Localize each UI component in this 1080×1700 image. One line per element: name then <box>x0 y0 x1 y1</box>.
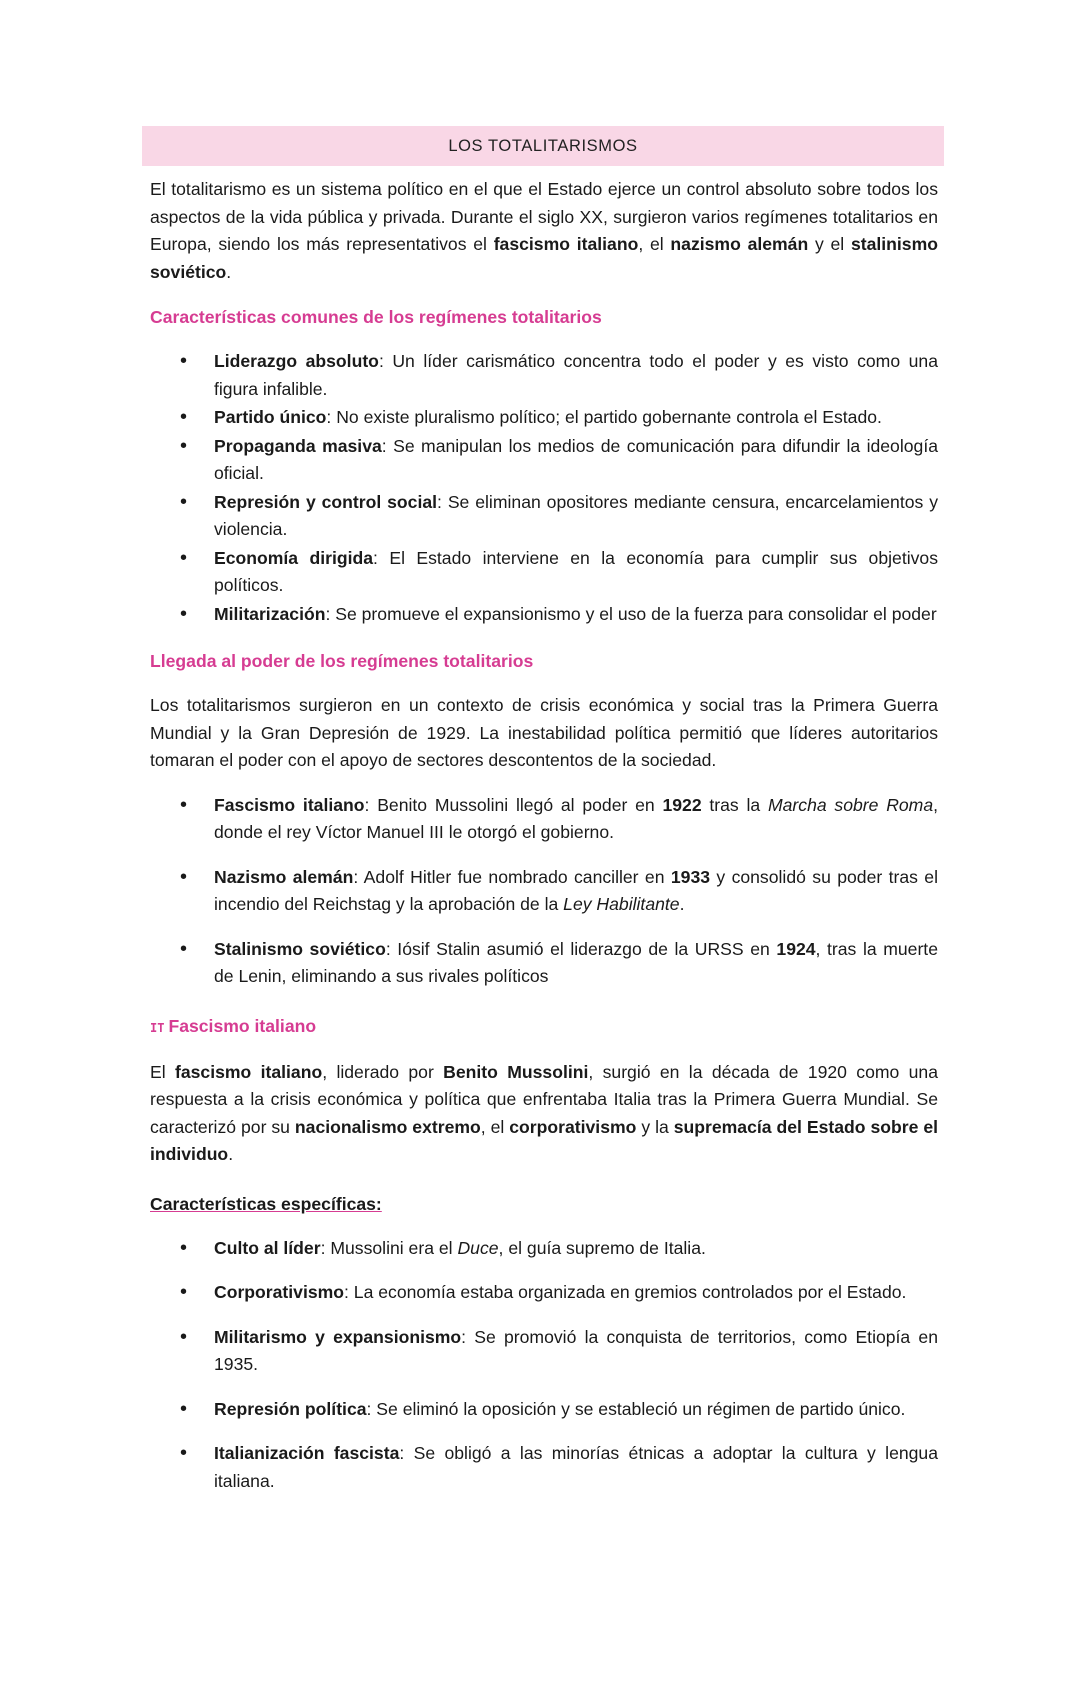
intro-text: , el <box>638 234 671 254</box>
italy-flag-icon: IT <box>150 1020 165 1035</box>
paragraph-bold: Benito Mussolini <box>443 1061 589 1082</box>
intro-bold-nazismo: nazismo alemán <box>670 234 809 254</box>
list-item-text: : Mussolini era el <box>320 1237 458 1258</box>
intro-bold-stalinismo: stalinismo soviético <box>150 234 938 282</box>
list-item-emphasis: Ley Habilitante <box>563 894 680 914</box>
list-item-term: Stalinismo soviético <box>214 938 386 959</box>
list-item <box>150 404 938 432</box>
section-heading-llegada: Llegada al poder de los regímenes totalitarios <box>150 651 534 671</box>
list-item <box>150 1324 938 1379</box>
list-item-term: Represión política <box>214 1398 367 1419</box>
intro-text: El totalitarismo es un sistema político en el que el Estado ejerce un control absoluto sobre todos los aspectos de la vida pública y privada. Durante el siglo XX, surgieron varios regímenes totalitarios en Europa, siendo los más representativos el <box>150 179 938 254</box>
list-item-text: : Adolf Hitler fue nombrado canciller en <box>353 866 671 887</box>
section-heading-fascismo <box>150 1013 938 1042</box>
intro-text: . <box>226 261 232 282</box>
list-item <box>150 1279 938 1307</box>
list-item-text: , donde el rey Víctor Manuel III le otorgó el gobierno. <box>214 794 939 842</box>
list-item <box>150 1235 938 1263</box>
list-item <box>150 792 938 847</box>
paragraph-text: , el <box>480 1116 510 1137</box>
paragraph-text: El <box>150 1061 175 1082</box>
intro-text: y el <box>808 234 851 254</box>
list-item-text: : El Estado interviene en la economía para cumplir sus objetivos políticos. <box>214 547 938 595</box>
list-item-text: : No existe pluralismo político; el partido gobernante controla el Estado. <box>326 407 882 427</box>
list-item <box>150 433 938 488</box>
paragraph-text: , surgió en la década de 1920 como una respuesta a la crisis económica y política que enfrentaba Italia tras la Primera Guerra Mundial. Se caracterizó por su <box>150 1061 939 1137</box>
list-item-text: , el guía supremo de Italia. <box>498 1237 706 1258</box>
list-item-year: 1924 <box>776 938 816 959</box>
list-item <box>150 489 938 544</box>
list-item-text: tras la <box>701 794 768 815</box>
list-item-year: 1922 <box>662 794 702 815</box>
list-item-text: : Benito Mussolini llegó al poder en <box>364 794 663 815</box>
list-item-text: : Se eliminó la oposición y se estableció un régimen de partido único. <box>366 1398 906 1419</box>
document-content <box>150 126 938 1512</box>
list-item-text: : La economía estaba organizada en gremios controlados por el Estado. <box>344 1282 907 1302</box>
list-item <box>150 1396 938 1424</box>
intro-paragraph <box>150 176 938 286</box>
paragraph-bold: fascismo italiano <box>175 1061 323 1082</box>
section-heading-text: Fascismo italiano <box>168 1015 317 1036</box>
list-item-text: : Se promueve el expansionismo y el uso de la fuerza para consolidar el poder <box>325 603 937 624</box>
list-item-year: 1933 <box>670 866 711 887</box>
list-item-text: y consolidó su poder tras el incendio del Reichstag y la aprobación de la <box>214 866 939 914</box>
list-item-text: : Se obligó a las minorías étnicas a adoptar la cultura y lengua italiana. <box>214 1443 938 1491</box>
list-item-term: Corporativismo <box>214 1282 345 1302</box>
list-item-term: Partido único <box>214 407 327 427</box>
list-item-term: Culto al líder <box>214 1237 321 1258</box>
fascismo-paragraph <box>150 1059 938 1169</box>
list-item-emphasis: Marcha sobre Roma <box>767 794 934 815</box>
list-item-text: , tras la muerte de Lenin, eliminando a sus rivales políticos <box>214 938 938 986</box>
list-item-term: Fascismo italiano <box>214 794 365 815</box>
list-item-term: Economía dirigida <box>214 547 374 568</box>
list-item-text: : Se promovió la conquista de territorios, como Etiopía en 1935. <box>214 1326 939 1374</box>
list-item-text: : Un líder carismático concentra todo el poder y es visto como una figura infalible. <box>214 351 938 399</box>
list-item-term: Nazismo alemán <box>214 866 354 887</box>
list-item-text: : Se manipulan los medios de comunicación para difundir la ideología oficial. <box>214 435 938 483</box>
list-item <box>150 1440 938 1495</box>
paragraph-bold: nacionalismo extremo <box>294 1116 481 1137</box>
paragraph-text: , liderado por <box>322 1061 444 1082</box>
paragraph-bold: corporativismo <box>509 1116 637 1137</box>
especificas-list <box>150 1235 938 1496</box>
list-item <box>150 864 938 919</box>
list-item-text: . <box>679 894 685 914</box>
caracteristicas-list <box>150 348 938 628</box>
list-item <box>150 936 938 991</box>
list-item <box>150 601 938 629</box>
list-item-term: Propaganda masiva <box>214 435 382 456</box>
paragraph-text: y la <box>636 1116 674 1137</box>
list-item-term: Liderazgo absoluto <box>214 351 379 371</box>
section-heading-caracteristicas: Características comunes de los regímenes totalitarios <box>150 307 602 327</box>
list-item-term: Militarización <box>214 603 326 624</box>
intro-bold-fascismo: fascismo italiano <box>493 234 639 254</box>
llegada-list <box>150 792 938 991</box>
document-title: LOS TOTALITARISMOS <box>142 126 944 166</box>
llegada-paragraph: Los totalitarismos surgieron en un contexto de crisis económica y social tras la Primera Guerra Mundial y la Gran Depresión de 1929. La inestabilidad política permitió que líderes autoritarios tomaran el poder con el apoyo de sectores descontentos de la sociedad. <box>150 695 938 770</box>
list-item-term: Militarismo y expansionismo <box>214 1326 462 1347</box>
paragraph-text: . <box>228 1144 234 1164</box>
subheading-caracteristicas-especificas: Características específicas: <box>150 1193 382 1214</box>
list-item-text: : Iósif Stalin asumió el liderazgo de la URSS en <box>385 938 777 959</box>
paragraph-bold: supremacía del Estado sobre el individuo <box>150 1116 939 1164</box>
list-item <box>150 348 938 403</box>
list-item-text: : Se eliminan opositores mediante censura, encarcelamientos y violencia. <box>214 491 938 539</box>
list-item <box>150 545 938 600</box>
list-item-emphasis: Duce <box>457 1237 499 1258</box>
list-item-term: Italianización fascista <box>214 1443 400 1463</box>
list-item-term: Represión y control social <box>214 491 438 512</box>
